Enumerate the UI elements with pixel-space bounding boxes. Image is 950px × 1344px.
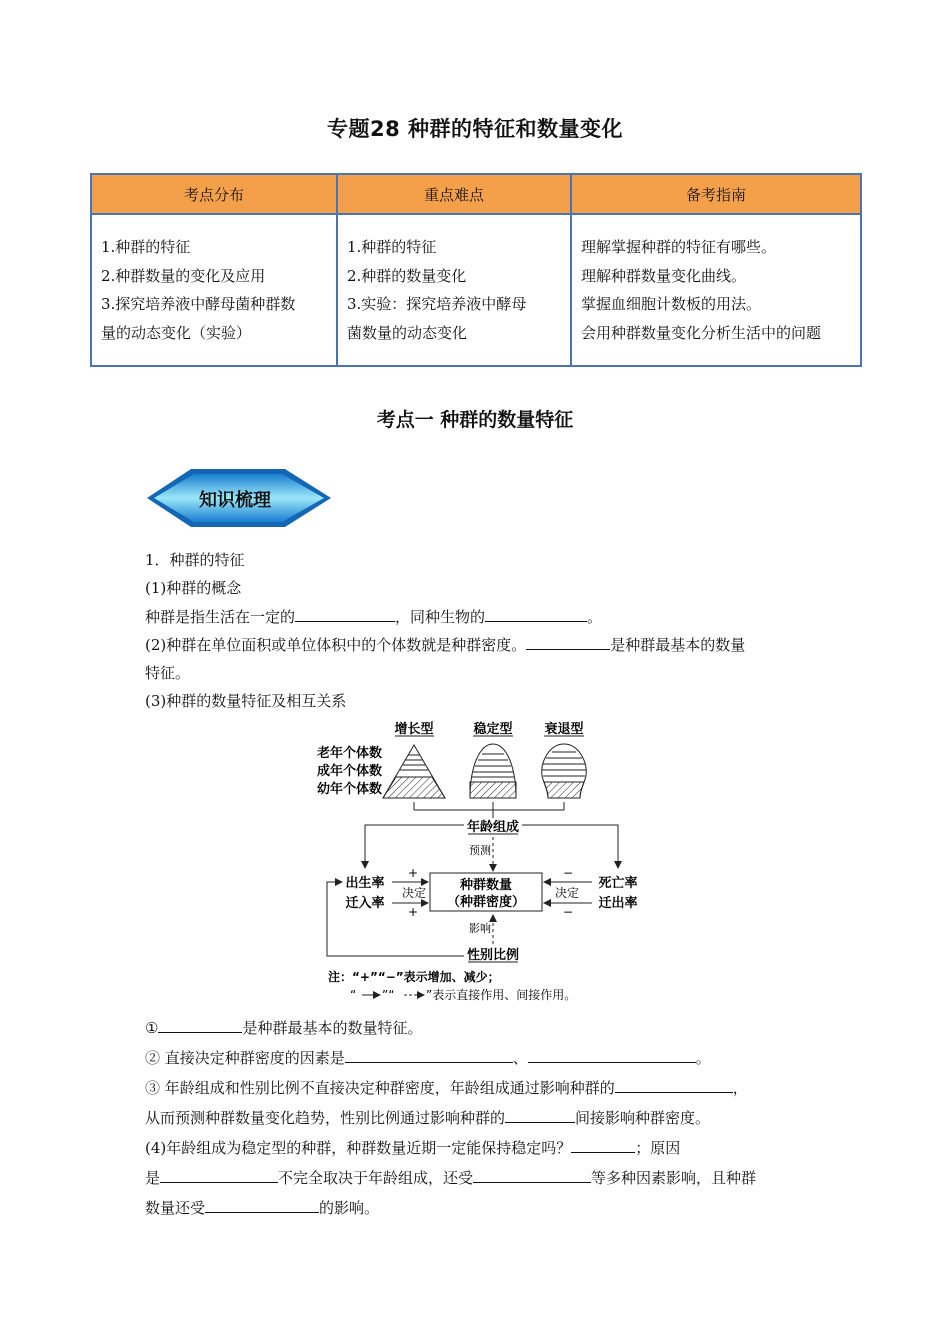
content-part-1 <box>145 546 825 716</box>
growth-pyramid-shape <box>383 745 445 798</box>
fill-blank-line: (2)种群在单位面积或单位体积中的个体数就是种群密度。 是种群最基本的数量 <box>145 631 825 659</box>
question-line: (4)年龄组成为稳定型的种群，种群数量近期一定能保持稳定吗？ ；原因 <box>145 1133 825 1163</box>
guide-table <box>90 173 862 367</box>
blank-field[interactable] <box>571 1135 635 1153</box>
predict-label: 预测 <box>469 844 491 857</box>
birth-rate-label: 出生率 <box>345 876 385 891</box>
cell-line: 3.实验：探究培养液中酵母 <box>347 295 527 313</box>
death-rate-label: 死亡率 <box>598 876 638 891</box>
blank-field[interactable] <box>473 1165 591 1183</box>
blank-field[interactable] <box>505 1105 575 1123</box>
header-guide: 备考指南 <box>571 174 861 214</box>
cell-line: 掌握血细胞计数板的用法。 <box>581 295 762 313</box>
population-diagram <box>300 716 660 1010</box>
blank-field[interactable] <box>160 1165 278 1183</box>
table-header-row <box>91 174 861 214</box>
cell-line: 菌数量的动态变化 <box>347 323 468 342</box>
plus-sign: + <box>407 866 419 880</box>
diagram-svg <box>300 716 660 1010</box>
page-title: 专题28 种群的特征和数量变化 <box>326 117 624 141</box>
knowledge-badge <box>145 467 333 529</box>
badge-label: 知识梳理 <box>199 490 271 511</box>
header-exam-points: 考点分布 <box>91 174 337 214</box>
question-line: 是 不完全取决于年龄组成，还受 等多种因素影响，且种群 <box>145 1163 825 1193</box>
cell-line: 理解种群数量变化曲线。 <box>581 266 747 285</box>
header-key-points: 重点难点 <box>337 174 571 214</box>
cell-key-points <box>337 214 571 366</box>
blank-field[interactable] <box>345 1045 513 1063</box>
right-decide-label: 决定 <box>554 886 580 900</box>
question-line: ① 是种群最基本的数量特征。 <box>145 1013 825 1043</box>
text-line: 特征。 <box>145 664 191 683</box>
immigration-rate-label: 迁入率 <box>345 896 385 911</box>
note-line-2b: ”“ <box>382 988 395 1002</box>
minus-sign: − <box>562 866 574 880</box>
type-stable-label: 稳定型 <box>473 722 513 737</box>
subheading-line: (3)种群的数量特征及相互关系 <box>145 692 347 711</box>
left-decide-label: 决定 <box>401 886 427 900</box>
type-decline-label: 衰退型 <box>544 722 584 737</box>
question-line: 从而预测种群数量变化趋势，性别比例通过影响种群的 间接影响种群密度。 <box>145 1103 825 1133</box>
cell-line: 1.种群的特征 <box>347 238 437 256</box>
cell-guide <box>571 214 861 366</box>
density-label: （种群密度） <box>446 895 526 910</box>
section-title: 考点一 种群的数量特征 <box>376 409 574 431</box>
table-row <box>91 214 861 366</box>
subheading-line: (1)种群的概念 <box>145 579 242 598</box>
note-line-2c: ”表示直接作用、间接作用。 <box>426 988 577 1002</box>
blank-field[interactable] <box>158 1015 242 1033</box>
note-line-1: 注：“+”“−”表示增加、减少； <box>328 970 500 984</box>
influence-label: 影响 <box>469 922 491 935</box>
cell-line: 3.探究培养液中酵母菌种群数 <box>101 295 296 313</box>
question-line: 数量还受 的影响。 <box>145 1193 825 1223</box>
age-composition-label: 年龄组成 <box>466 820 520 835</box>
sex-ratio-label: 性别比例 <box>466 948 520 963</box>
blank-field[interactable] <box>485 604 587 622</box>
stable-pyramid-shape <box>470 744 516 798</box>
question-line: ② 直接决定种群密度的因素是 、 。 <box>145 1043 825 1073</box>
plus-sign: + <box>407 905 419 919</box>
minus-sign: − <box>562 905 574 919</box>
young-label: 幼年个体数 <box>316 782 382 797</box>
cell-line: 2.种群的数量变化 <box>347 266 467 285</box>
cell-line: 会用种群数量变化分析生活中的问题 <box>581 323 822 342</box>
cell-line: 2.种群数量的变化及应用 <box>101 266 266 285</box>
connector-lines <box>414 802 564 818</box>
question-line: ③ 年龄组成和性别比例不直接决定种群密度，年龄组成通过影响种群的 ， <box>145 1073 825 1103</box>
content-part-2 <box>145 1013 825 1223</box>
emigration-rate-label: 迁出率 <box>598 896 638 911</box>
population-label: 种群数量 <box>459 878 513 893</box>
old-label: 老年个体数 <box>316 746 382 761</box>
fill-blank-line: 种群是指生活在一定的 ，同种生物的 。 <box>145 603 825 631</box>
note-line-2a: “ <box>350 988 357 1002</box>
blank-field[interactable] <box>205 1195 319 1213</box>
cell-exam-points <box>91 214 337 366</box>
decline-pyramid-shape <box>542 744 587 798</box>
blank-field[interactable] <box>615 1075 733 1093</box>
blank-field[interactable] <box>295 604 395 622</box>
cell-line: 1.种群的特征 <box>101 238 191 256</box>
blank-field[interactable] <box>526 632 610 650</box>
cell-line: 量的动态变化（实验） <box>101 323 252 342</box>
heading-line: 1．种群的特征 <box>145 551 245 569</box>
cell-line: 理解掌握种群的特征有哪些。 <box>581 238 777 256</box>
blank-field[interactable] <box>528 1045 696 1063</box>
adult-label: 成年个体数 <box>316 764 382 779</box>
type-growth-label: 增长型 <box>394 722 434 737</box>
